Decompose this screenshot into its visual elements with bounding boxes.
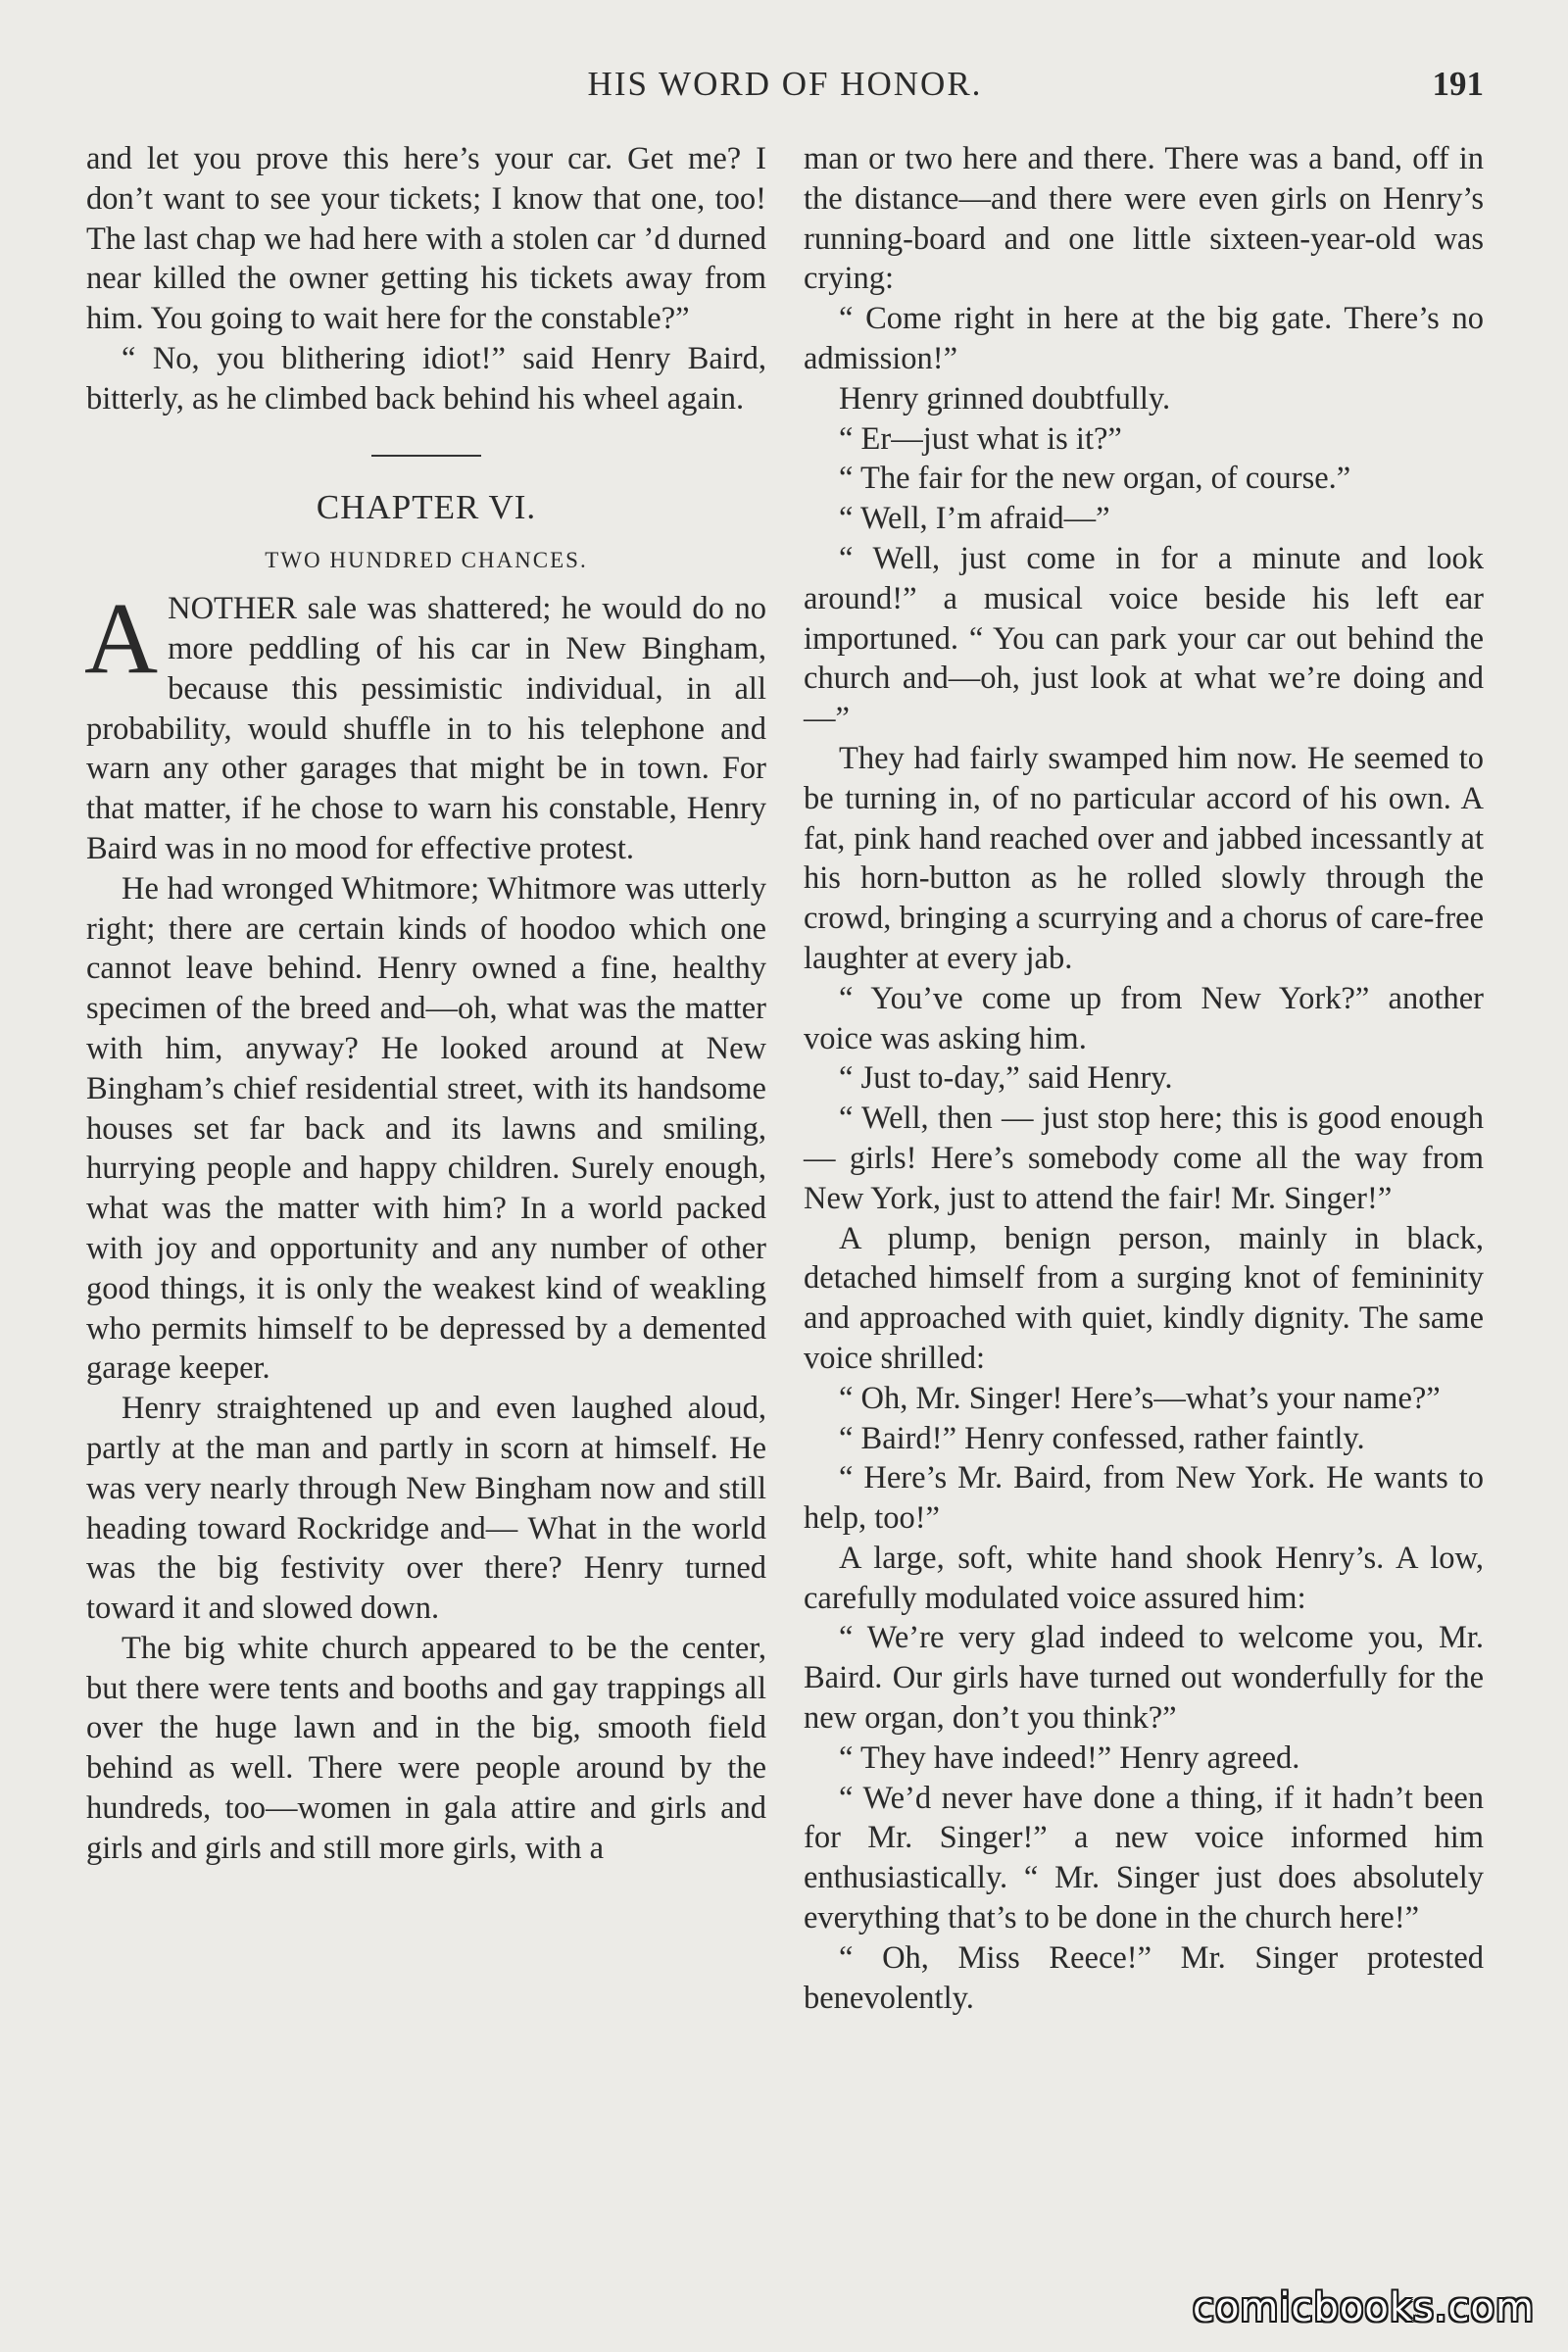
paragraph: “ They have indeed!” Henry agreed. xyxy=(839,1740,1300,1776)
paragraph: “ You’ve come up from New York?” another voice was asking him. xyxy=(804,980,1484,1056)
paragraph: They had fairly swamped him now. He seemed to be turning in, of no particular accord of his own. A fat, pink hand reached over and jabbed incessantly at his horn-button as he rolled slowly through the crowd, bringing a scurrying and a chorus of care-free laughter at every jab. xyxy=(804,740,1484,976)
chapter-title: CHAPTER VI. xyxy=(316,487,537,526)
paragraph: “ Oh, Mr. Singer! Here’s—what’s your name?” xyxy=(839,1380,1441,1416)
opening-paragraph-text: NOTHER sale was shattered; he would do no more peddling of his car in New Bingham, because this pessimistic individual, in all probability, would shuffle in to his telephone and warn any other garages that might be in town. For that matter, if he chose to warn his constable, Henry Baird was in no mood for effective protest. xyxy=(86,591,766,866)
running-title: HIS WORD OF HONOR. xyxy=(587,65,983,103)
chapter-subtitle: TWO HUNDRED CHANCES. xyxy=(265,548,588,573)
site-watermark: comicbooks.com xyxy=(1192,2285,1535,2330)
paragraph: “ Here’s Mr. Baird, from New York. He wants to help, too!” xyxy=(804,1460,1484,1537)
paragraph: and let you prove this here’s your car. Get me? I don’t want to see your tickets; I know that one, too! The last chap we had here with a stolen car ’d durned near killed the owner getting his tickets away from him. You going to wait here for the constable?” xyxy=(86,141,766,337)
paragraph: A large, soft, white hand shook Henry’s. A low, carefully modulated voice assured him: xyxy=(804,1540,1484,1616)
paragraph: “ Baird!” Henry confessed, rather faintly. xyxy=(839,1420,1365,1456)
drop-cap: A xyxy=(84,582,159,696)
opening-paragraph xyxy=(84,582,766,869)
paragraph: “ Well, then — just stop here; this is good enough — girls! Here’s somebody come all the way from New York, just to attend the fair! Mr. Singer!” xyxy=(804,1101,1484,1216)
paragraph: A plump, benign person, mainly in black, detached himself from a surging knot of femininity and approached with quiet, kindly dignity. The same voice shrilled: xyxy=(804,1220,1484,1376)
paragraph: “ No, you blithering idiot!” said Henry Baird, bitterly, as he climbed back behind his wheel again. xyxy=(86,340,766,416)
paragraph: “ Er—just what is it?” xyxy=(839,420,1122,457)
paragraph: He had wronged Whitmore; Whitmore was utterly right; there are certain kinds of hoodoo which one cannot leave behind. Henry owned a fine, healthy specimen of the breed and—oh, what was the matter with him, anyway? He looked around at New Bingham’s chief residential street, with its handsome houses set far back and its lawns and smiling, hurrying people and happy children. Surely enough, what was the matter with him? In a world packed with joy and opportunity and any number of other good things, it is only the weakest kind of weakling who permits himself to be depressed by a demented garage keeper. xyxy=(86,870,766,1387)
paragraph: “ Oh, Miss Reece!” Mr. Singer protested benevolently. xyxy=(804,1939,1484,2016)
paragraph: Henry straightened up and even laughed aloud, partly at the man and partly in scorn at himself. He was very nearly through New Bingham now and still heading toward Rockridge and— What in the world was the big festivity over there? Henry turned toward it and slowed down. xyxy=(86,1391,766,1627)
paragraph: Henry grinned doubtfully. xyxy=(839,380,1171,416)
paragraph: “ We’d never have done a thing, if it hadn’t been for Mr. Singer!” a new voice informed him enthusiastically. “ Mr. Singer just does absolutely everything that’s to be done in the church here!” xyxy=(804,1780,1484,1936)
paragraph: “ The fair for the new organ, of course.” xyxy=(839,461,1351,497)
paragraph: man or two here and there. There was a band, off in the distance—and there were even girls on Henry’s running-board and one little sixteen-year-old was crying: xyxy=(804,141,1484,297)
paragraph: “ Just to-day,” said Henry. xyxy=(839,1060,1173,1097)
paragraph: “ Well, just come in for a minute and look around!” a musical voice beside his left ear importuned. “ You can park your car out behind the church and—oh, just look at what we’re doing and—” xyxy=(804,540,1484,737)
page-header xyxy=(86,65,1484,114)
left-column xyxy=(86,139,766,1869)
paragraph: “ We’re very glad indeed to welcome you, Mr. Baird. Our girls have turned out wonderfully for the new organ, don’t you think?” xyxy=(804,1620,1484,1737)
paragraph: “ Come right in here at the big gate. There’s no admission!” xyxy=(804,301,1484,376)
paragraph: “ Well, I’m afraid—” xyxy=(839,501,1110,537)
section-divider xyxy=(371,455,481,457)
right-column xyxy=(804,139,1484,2018)
page-number: 191 xyxy=(1432,65,1484,103)
paragraph: The big white church appeared to be the center, but there were tents and booths and gay trappings all over the huge lawn and in the big, smooth field behind as well. There were people around by the hundreds, too—women in gala attire and girls and girls and girls and still more girls, with a xyxy=(86,1630,766,1866)
